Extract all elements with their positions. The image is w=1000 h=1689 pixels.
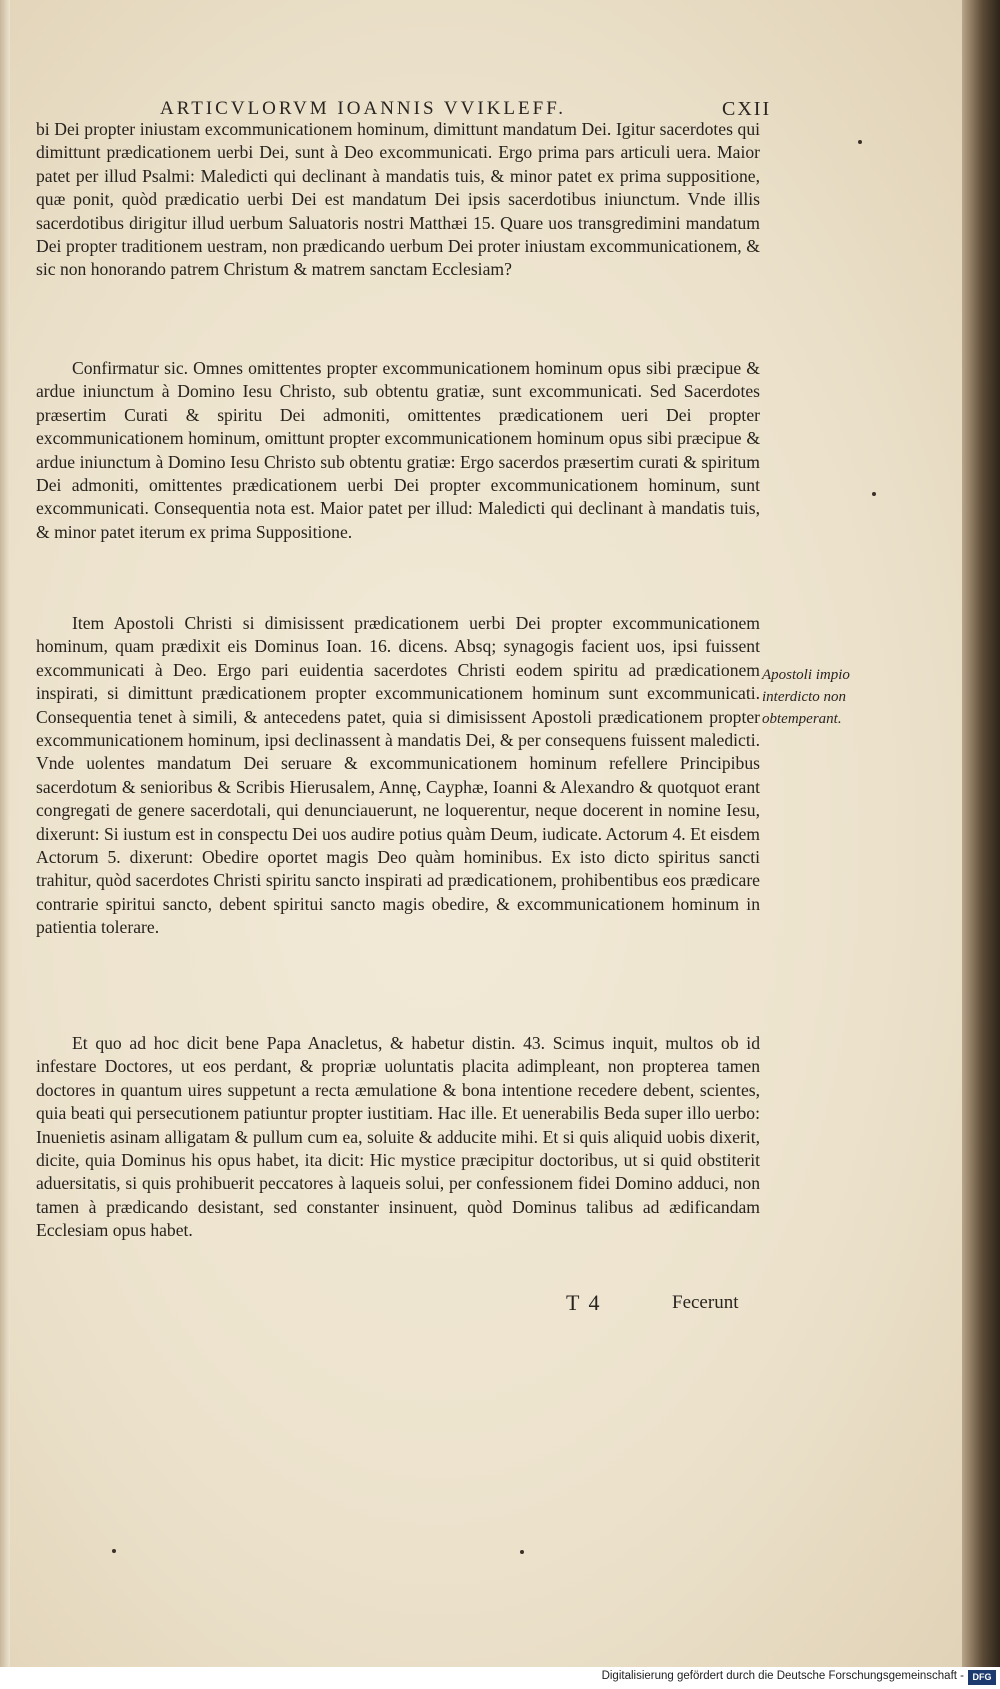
paragraph-text: bi Dei propter iniustam excommunicationem hominum, dimittunt mandatum Dei. Igitur sacerdotes qui dimittunt prædicationem uerbi Dei, sunt à Deo excommunicati. Ergo prima pars articuli uera. Maior patet per illud Psalmi: Maledicti qui declinant à mandatis tuis, & minor patet ex prima suppositione, quæ ponit, quòd prædicatio uerbi Dei est mandatum Dei ipsis sacerdotibus iniunctum. Vnde illis sacerdotibus dirigitur illud uerbum Saluatoris nostri Matthæi 15. Quare uos transgredimini mandatum Dei propter traditionem uestram, non prædicando uerbum Dei proter iniustam excommunicationem, & sic non honorando patrem Christum & matrem sanctam Ecclesiam?	[36, 119, 760, 280]
body-paragraph-3	[36, 612, 760, 940]
dfg-logo: DFG	[968, 1670, 996, 1685]
running-head: ARTICVLORVM IOANNIS VVIKLEFF.	[160, 98, 567, 119]
paragraph-text: Item Apostoli Christi si dimisissent prædicationem uerbi Dei propter excommunicationem hominum, quam prædixit eis Dominus Ioan. 16. dicens. Absq; synagogis facient uos, ipsi fuissent excommunicati à Deo. Ergo pari euidentia sacerdotes Christi eodem spiritu ad prædicationem inspirati, si dimittunt prædicationem propter excommunicationem hominum sunt excommunicati. Consequentia tenet à simili, & antecedens patet, quia si dimisissent Apostoli prædicationem propter excommunicationem hominum, ipsi declinassent à mandatis Dei, & per consequens fuissent maledicti. Vnde uolentes mandatum Dei seruare & excommunicationem hominum refellere Principibus sacerdotum & senioribus & Scribis Hierusalem, Annę, Cayphæ, Ioanni & Alexandro & quotquot erant congregati de genere sacerdotali, qui denunciauerunt, ne loquerentur, neque docerent in nomine Iesu, dixerunt: Si iustum est in conspectu Dei uos audire potius quàm Deum, iudicate. Actorum 4. Et eisdem Actorum 5. dixerunt: Obedire oportet magis Deo quàm hominibus. Ex isto dicto spiritus sancti trahitur, quòd sacerdotes Christi spiritu sancto inspirati ad prædicationem, prohibentibus eos prædicare contrarie spiritui sancto, debent spiritui sancto magis obedire, & excommunicationem hominum in patientia tolerare.	[36, 613, 760, 938]
folio-number: CXII	[722, 98, 772, 120]
body-paragraph-1	[36, 118, 760, 282]
book-edge-right	[962, 0, 1000, 1689]
body-paragraph-2	[36, 357, 760, 544]
ink-speck	[858, 140, 862, 144]
ink-speck	[520, 1550, 524, 1554]
page-edge-left	[0, 0, 10, 1689]
marginal-note: Apostoli impio interdicto non obtemperant.	[762, 667, 850, 727]
paragraph-text: Confirmatur sic. Omnes omittentes propter excommunicationem hominum opus sibi præcipue & ardue iniunctum à Domino Iesu Christo, sub obtentu gratiæ, sunt excommunicati. Sed Sacerdotes præsertim Curati & spiritu Dei admoniti, omittentes prædicationem ueri Dei propter excommunicationem hominum, omittunt propter excommunicationem hominum opus sibi præcipue & ardue iniunctum à Domino Iesu Christo sub obtentu gratiæ: Ergo sacerdos præsertim curati & spiritum Dei admoniti, omittentes prædicationem uerbi Dei propter excommunicationem hominum, sunt excommunicati. Consequentia nota est. Maior patet per illud: Maledicti qui declinant à mandatis tuis, & minor patet iterum ex prima Suppositione.	[36, 358, 760, 542]
footer-credit: Digitalisierung gefördert durch die Deutsche Forschungsgemeinschaft -	[601, 1670, 964, 1682]
ink-speck	[112, 1549, 116, 1553]
catchword: Fecerunt	[672, 1292, 739, 1313]
ink-speck	[872, 492, 876, 496]
body-paragraph-4	[36, 1032, 760, 1243]
signature-mark: T 4	[566, 1290, 602, 1315]
paragraph-text: Et quo ad hoc dicit bene Papa Anacletus, & habetur distin. 43. Scimus inquit, multos ob id infestare Doctores, ut eos perdant, & propriæ uoluntatis placita adimpleant, non propterea tamen doctores in quantum uires suppetunt a recta æmulatione & bona intentione recedere debent, scientes, quia beati qui persecutionem patiuntur propter iustitiam. Hac ille. Et uenerabilis Beda super illo uerbo: Inuenietis asinam alligatam & pullum cum ea, soluite & adducite mihi. Et si quis aliquid uobis dixerit, dicite, quia Dominus his opus habet, ita dicit: Hic mystice præcipitur doctoribus, ut si quid obstiterit aduersitatis, si quis prohibuerit peccatores à laqueis solui, per confessionem fidei Domino adduci, non tamen à prædicando desistant, sed constanter insinuent, quòd Dominus talibus ad ædificandam Ecclesiam opus habet.	[36, 1033, 760, 1241]
